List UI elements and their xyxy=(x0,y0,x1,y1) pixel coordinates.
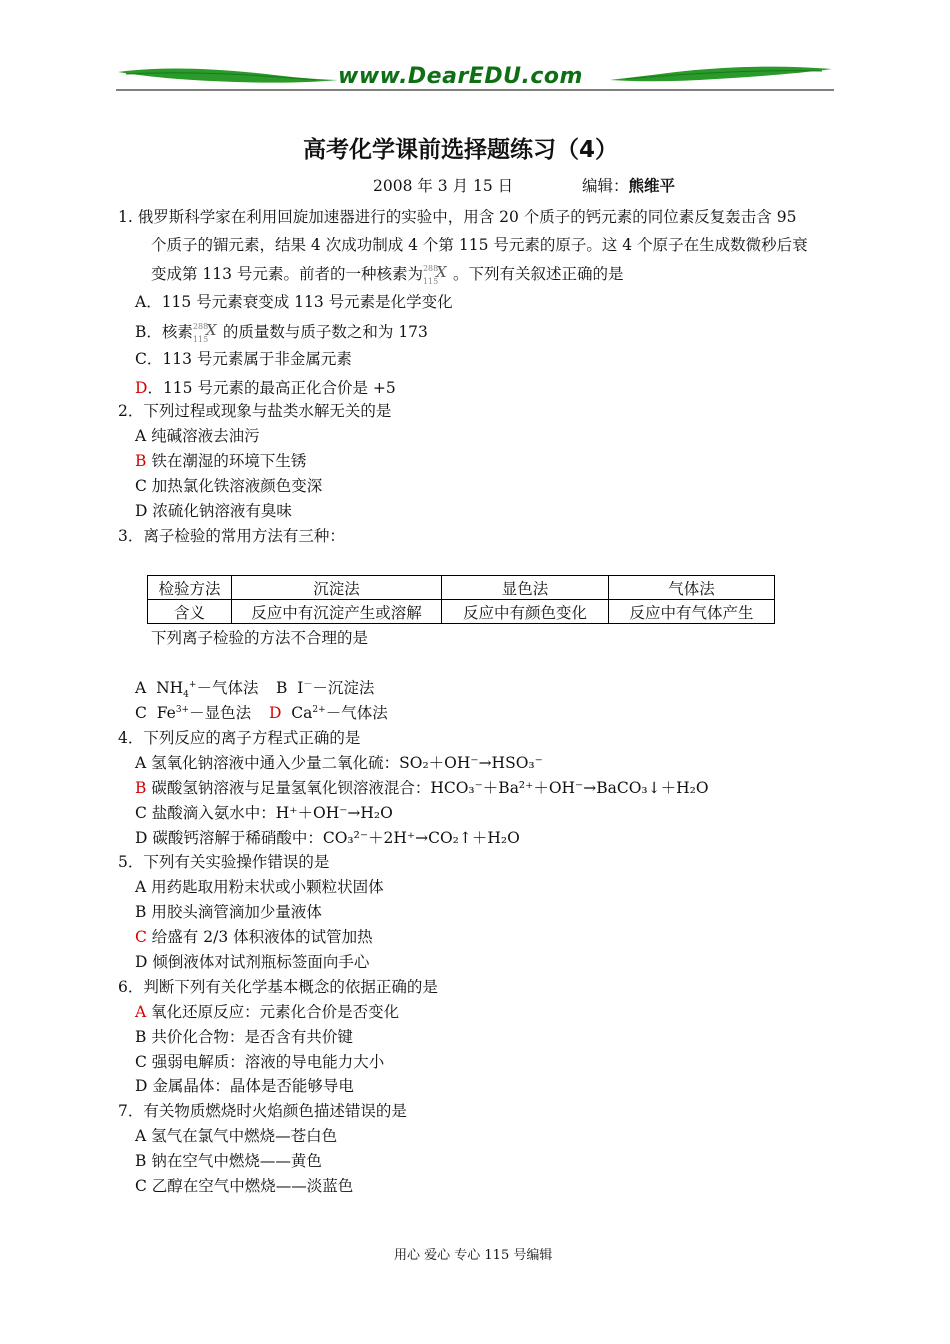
method: －沉淀法 xyxy=(312,679,375,697)
q6-option-a-text: 氧化还原反应：元素化合价是否变化 xyxy=(146,1003,400,1021)
q3-option-d xyxy=(269,703,388,723)
option-letter: A xyxy=(135,679,147,697)
table-cell: 反应中有颜色变化 xyxy=(442,600,609,624)
table-row xyxy=(148,600,775,624)
q1-stem-line1: 1. 俄罗斯科学家在利用回旋加速器进行的实验中，用含 20 个质子的钙元素的同位素反复轰击含 95 xyxy=(118,208,797,226)
ion: Fe xyxy=(156,704,176,722)
editor-label: 编辑： xyxy=(582,177,629,195)
q2-stem: 2．下列过程或现象与盐类水解无关的是 xyxy=(118,402,392,420)
ion-subscript: 4 xyxy=(183,690,189,701)
table-header-cell: 检验方法 xyxy=(148,576,232,600)
q3-option-a xyxy=(135,678,259,701)
ion-charge: 3+ xyxy=(175,704,190,715)
q6-option-b: B 共价化合物：是否含有共价键 xyxy=(135,1028,353,1046)
header-banner xyxy=(116,62,834,92)
q1-stem-line3 xyxy=(151,263,623,284)
date: 2008 年 3 月 15 日 xyxy=(373,177,514,195)
answer-letter: D xyxy=(269,704,282,722)
answer-letter: D xyxy=(135,379,148,397)
answer-letter: B xyxy=(135,779,147,797)
q2-option-d: D 浓硫化钠溶液有臭味 xyxy=(135,502,292,520)
q1-option-d xyxy=(135,378,396,398)
method: －气体法 xyxy=(325,704,388,722)
page-title: 高考化学课前选择题练习（4） xyxy=(303,137,619,163)
q4-option-a: A 氢氧化钠溶液中通入少量二氧化硫：SO₂＋OH⁻→HSO₃⁻ xyxy=(135,754,543,772)
nuclide-letter-b: X xyxy=(205,321,217,339)
table-cell: 含义 xyxy=(148,600,232,624)
q5-option-c-text: 给盛有 2/3 体积液体的试管加热 xyxy=(146,928,373,946)
q4-option-d: D 碳酸钙溶解于稀硝酸中：CO₃²⁻＋2H⁺→CO₂↑＋H₂O xyxy=(135,829,520,847)
q2-option-b xyxy=(135,451,306,471)
nuclide-letter: X xyxy=(435,263,447,281)
q5-stem: 5．下列有关实验操作错误的是 xyxy=(118,853,330,871)
ion: NH xyxy=(156,679,184,697)
q5-option-c xyxy=(135,927,373,947)
q5-option-d: D 倾倒液体对试剂瓶标签面向手心 xyxy=(135,953,370,971)
table-header-cell: 沉淀法 xyxy=(232,576,442,600)
method: －气体法 xyxy=(196,679,259,697)
nuclide-symbol-b xyxy=(192,321,223,344)
q6-option-a xyxy=(135,1002,399,1022)
q6-option-c: C 强弱电解质：溶液的导电能力大小 xyxy=(135,1053,385,1071)
page-footer: 用心 爱心 专心 115 号编辑 xyxy=(394,1248,553,1263)
q7-option-a: A 氢气在氯气中燃烧—苍白色 xyxy=(135,1127,338,1145)
q1-option-d-text: ．115 号元素的最高正化合价是 +5 xyxy=(147,379,396,397)
q3-stem: 3．离子检验的常用方法有三种： xyxy=(118,527,345,545)
nuclide-atomic-b: 115 xyxy=(192,335,209,344)
ion: Ca xyxy=(291,704,313,722)
q1-stem-line3-tail: 。下列有关叙述正确的是 xyxy=(452,265,624,283)
q7-stem: 7．有关物质燃烧时火焰颜色描述错误的是 xyxy=(118,1102,407,1120)
table-cell: 反应中有气体产生 xyxy=(609,600,775,624)
nuclide-atomic: 115 xyxy=(422,277,439,286)
q7-option-c: C 乙醇在空气中燃烧——淡蓝色 xyxy=(135,1177,354,1195)
q1-stem-line3-text: 变成第 113 号元素。前者的一种核素为 xyxy=(151,265,423,283)
editor xyxy=(582,176,675,196)
q1-option-b-text: B．核素 xyxy=(135,323,193,341)
q6-stem: 6．判断下列有关化学基本概念的依据正确的是 xyxy=(118,978,438,996)
q6-option-d: D 金属晶体：晶体是否能够导电 xyxy=(135,1077,354,1095)
method-table xyxy=(147,575,775,624)
q3-sub-stem: 下列离子检验的方法不合理的是 xyxy=(151,629,369,647)
q4-option-c: C 盐酸滴入氨水中：H⁺＋OH⁻→H₂O xyxy=(135,804,393,822)
q1-stem-line2: 个质子的镅元素，结果 4 次成功制成 4 个第 115 号元素的原子。这 4 个原子在生成数微秒后衰 xyxy=(151,236,808,254)
ion-charge: + xyxy=(188,679,197,690)
table-header-cell: 显色法 xyxy=(442,576,609,600)
answer-letter: C xyxy=(135,928,147,946)
q1-option-b-tail: 的质量数与质子数之和为 173 xyxy=(222,323,428,341)
answer-letter: B xyxy=(135,452,147,470)
q1-option-c: C．113 号元素属于非金属元素 xyxy=(135,350,352,368)
option-letter: C xyxy=(135,704,147,722)
q3-option-b xyxy=(276,678,374,698)
editor-name: 熊维平 xyxy=(628,176,676,195)
ion-charge: 2+ xyxy=(312,704,326,715)
table-row xyxy=(148,576,775,600)
answer-letter: A xyxy=(135,1003,147,1021)
ion-charge: － xyxy=(303,679,313,690)
table-header-cell: 气体法 xyxy=(609,576,775,600)
ion: I xyxy=(297,679,304,697)
q2-option-b-text: 铁在潮湿的环境下生锈 xyxy=(146,452,307,470)
q4-stem: 4．下列反应的离子方程式正确的是 xyxy=(118,729,361,747)
q2-option-c: C 加热氯化铁溶液颜色变深 xyxy=(135,477,323,495)
q4-option-b xyxy=(135,778,709,798)
q3-option-c xyxy=(135,703,251,723)
nuclide-mass: 288 xyxy=(422,264,439,273)
q1-option-a: A．115 号元素衰变成 113 号元素是化学变化 xyxy=(135,293,453,311)
method: －显色法 xyxy=(189,704,252,722)
q5-option-b: B 用胶头滴管滴加少量液体 xyxy=(135,903,322,921)
site-logo-text: www.DearEDU.com xyxy=(338,64,583,89)
q1-option-b xyxy=(135,321,428,342)
nuclide-mass-b: 288 xyxy=(192,322,209,331)
q5-option-a: A 用药匙取用粉末状或小颗粒状固体 xyxy=(135,878,384,896)
q7-option-b: B 钠在空气中燃烧——黄色 xyxy=(135,1152,322,1170)
nuclide-symbol xyxy=(422,263,453,286)
table-cell: 反应中有沉淀产生或溶解 xyxy=(232,600,442,624)
q2-option-a: A 纯碱溶液去油污 xyxy=(135,427,260,445)
q4-option-b-text: 碳酸氢钠溶液与足量氢氧化钡溶液混合：HCO₃⁻＋Ba²⁺＋OH⁻→BaCO₃↓＋H₂O xyxy=(146,779,709,797)
option-letter: B xyxy=(276,679,288,697)
